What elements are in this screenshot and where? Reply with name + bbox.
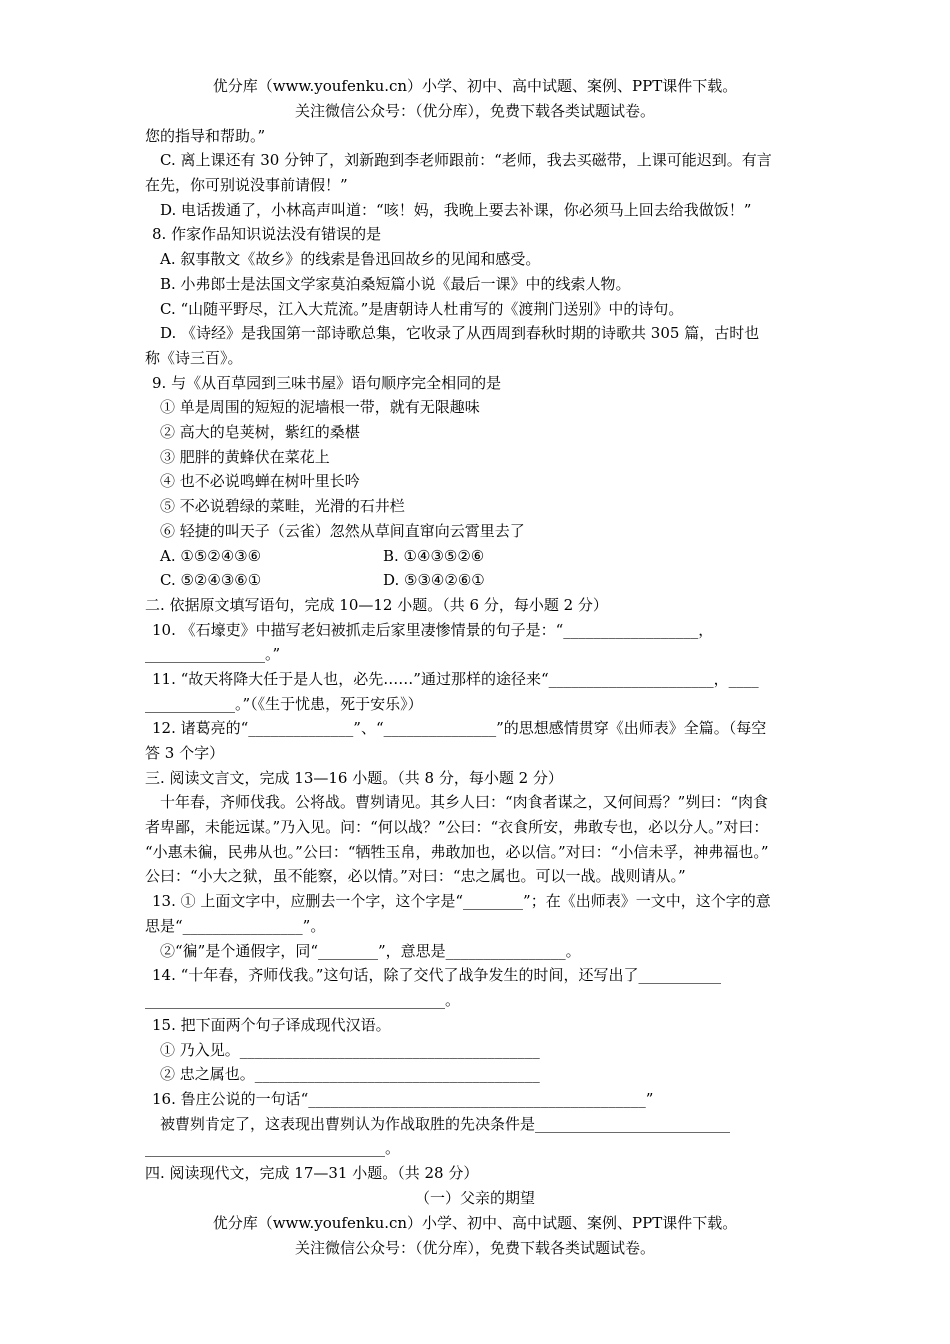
option-d: D. 《诗经》是我国第一部诗歌总集，它收录了从西周到春秋时期的诗歌共 305 篇，古时也 <box>160 324 760 342</box>
sentence-2: ② 高大的皂荚树，紫红的桑椹 <box>160 423 360 441</box>
text-line: ____________。”（《生于忧患，死于安乐》） <box>145 695 423 713</box>
question-12: 12. 诸葛亮的“______________”、“_______________”的思想感情贯穿《出师表》全篇。（每空 <box>152 719 767 737</box>
footer-line-2: 关注微信公众号：（优分库），免费下载各类试题试卷。 <box>294 1239 655 1257</box>
question-16: 16. 鲁庄公说的一句话“_____________________________________________” <box>152 1090 654 1108</box>
text-line: ________________________________________。 <box>145 991 461 1009</box>
passage-line: 公曰：“小大之狱，虽不能察，必以情。”对曰：“忠之属也。可以一战。战则请从。” <box>145 867 686 885</box>
question-14: 14. “十年春，齐师伐我。”这句话，除了交代了战争发生的时间，还写出了___________ <box>152 966 721 984</box>
section-3-heading: 三. 阅读文言文，完成 13—16 小题。（共 8 分，每小题 2 分） <box>145 769 563 787</box>
passage-line: 者卑鄙，未能远谋。”乃入见。问：“何以战？”公曰：“衣食所安，弗敢专也，必以分人。”对曰： <box>145 818 769 836</box>
question-10: 10. 《石壕吏》中描写老妇被抓走后家里凄惨情景的句子是：“__________________， <box>152 621 714 639</box>
option-b: B. 小弗郎士是法国文学家莫泊桑短篇小说《最后一课》中的线索人物。 <box>160 275 631 293</box>
section-title: （一）父亲的期望 <box>414 1189 535 1207</box>
header-line-2: 关注微信公众号：（优分库），免费下载各类试题试卷。 <box>294 102 655 120</box>
text-line: 被曹刿肯定了，这表现出曹刿认为作战取胜的先决条件是__________________________ <box>160 1115 731 1133</box>
footer-line-1: 优分库（www.youfenku.cn）小学、初中、高中试题、案例、PPT课件下载。 <box>212 1214 738 1232</box>
question-9: 9. 与《从百草园到三味书屋》语句顺序完全相同的是 <box>152 374 502 392</box>
sentence-3: ③ 肥胖的黄蜂伏在菜花上 <box>160 448 330 466</box>
option-c: C. “山随平野尽，江入大荒流。”是唐朝诗人杜甫写的《渡荆门送别》中的诗句。 <box>160 300 684 318</box>
question-15: 15. 把下面两个句子译成现代汉语。 <box>152 1016 391 1034</box>
text-line: D. 电话拨通了，小林高声叫道：“咳！妈，我晚上要去补课，你必须马上回去给我做饭！” <box>160 201 752 219</box>
text-line: ________________。” <box>145 645 281 663</box>
option-9a: A. ①⑤②④③⑥ <box>160 547 262 565</box>
sentence-1: ① 单是周围的短短的泥墙根一带，就有无限趣味 <box>160 398 480 416</box>
text-line: C. 离上课还有 30 分钟了，刘新跑到李老师跟前：“老师，我去买磁带，上课可能迟到。有言 <box>160 151 772 169</box>
text-line: 在先，你可别说没事前请假！” <box>145 176 348 194</box>
option-a: A. 叙事散文《故乡》的线索是鲁迅回故乡的见闻和感受。 <box>160 250 541 268</box>
sentence-4: ④ 也不必说鸣蝉在树叶里长吟 <box>160 472 360 490</box>
text-line: 您的指导和帮助。” <box>145 127 266 145</box>
text-line: 称《诗三百》。 <box>145 349 243 367</box>
header-line-1: 优分库（www.youfenku.cn）小学、初中、高中试题、案例、PPT课件下载。 <box>212 77 738 95</box>
option-9c: C. ⑤②④③⑥① <box>160 571 262 589</box>
text-line: ① 乃入见。________________________________________ <box>160 1041 540 1059</box>
text-line: 思是“________________”。 <box>145 917 326 935</box>
option-9d: D. ⑤③④②⑥① <box>383 571 485 589</box>
sentence-6: ⑥ 轻捷的叫天子（云雀）忽然从草间直窜向云霄里去了 <box>160 522 525 540</box>
text-line: 答 3 个字） <box>145 744 225 762</box>
text-line: ②“徧”是个通假字，同“________”，意思是________________。 <box>160 942 581 960</box>
passage-line: 十年春，齐师伐我。公将战。曹刿请见。其乡人曰：“肉食者谋之，又何间焉？”刿曰：“肉食 <box>160 793 769 811</box>
text-line: ________________________________。 <box>145 1139 401 1157</box>
sentence-5: ⑤ 不必说碧绿的菜畦，光滑的石井栏 <box>160 497 405 515</box>
question-8: 8. 作家作品知识说法没有错误的是 <box>152 225 382 243</box>
text-line: ② 忠之属也。______________________________________ <box>160 1065 540 1083</box>
question-13: 13. ① 上面文字中，应删去一个字，这个字是“________”；在《出师表》一文中，这个字的意 <box>152 892 771 910</box>
passage-line: “小惠未徧，民弗从也。”公曰：“牺牲玉帛，弗敢加也，必以信。”对曰：“小信未孚，神弗福也。” <box>145 843 769 861</box>
option-9b: B. ①④③⑤②⑥ <box>383 547 485 565</box>
section-4-heading: 四. 阅读现代文，完成 17—31 小题。（共 28 分） <box>145 1164 479 1182</box>
section-2-heading: 二. 依据原文填写语句，完成 10—12 小题。（共 6 分，每小题 2 分） <box>145 596 608 614</box>
question-11: 11. “故天将降大任于是人也，必先……”通过那样的途径来“______________________，____ <box>152 670 759 688</box>
